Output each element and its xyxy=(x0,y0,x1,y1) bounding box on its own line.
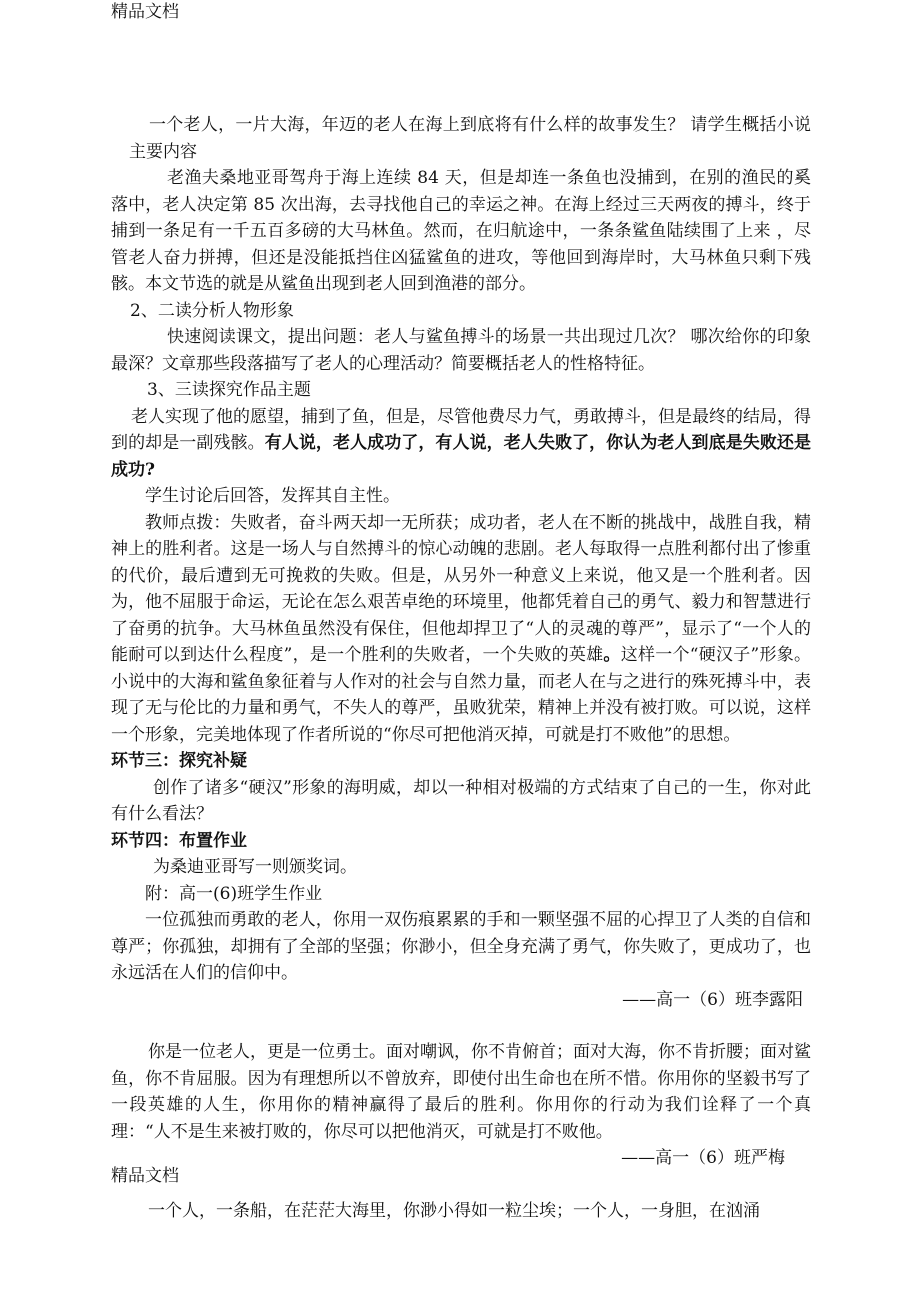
page-header: 精品文档 xyxy=(111,2,179,22)
homework-text: 为桑迪亚哥写一则颁奖词。 xyxy=(153,857,357,877)
award-text-3: 一个人，一条船，在茫茫大海里，你渺小得如一粒尘埃；一个人，一身胆，在汹涌 xyxy=(148,1200,760,1221)
step3-title: 3、三读探究作品主题 xyxy=(147,380,311,400)
spacer xyxy=(111,1172,811,1198)
summary-paragraph: 老渔夫桑地亚哥驾舟于海上连续 84 天，但是却连一条鱼也没捕到，在别的渔民的奚落中，老人决定第 85 次出海，去寻找他自己的幸运之神。在海上经过三天两夜的搏斗，终于捕到一条足有一千五百多磅的大马林鱼。然而，在归航途中，一条条鲨鱼陆续围了上来 ，尽管老人奋力拼搏，但还是没能抵挡住凶猛鲨鱼的进攻，等他回到海岸时，大马林鱼只剩下残骸。本文节选的就是从鲨鱼出现到老人回到渔港的部分。 xyxy=(111,168,811,294)
award-signature-2: ——高一（6）班严梅 xyxy=(621,1148,785,1168)
intro-question: 一个老人，一片大海，年迈的老人在海上到底将有什么样的故事发生？ 请学生概括小说主要内容 xyxy=(129,115,811,162)
teacher-text-a: 教师点拨：失败者，奋斗两天却一无所获；成功者，老人在不断的挑战中，战胜自我，精神上的胜利者。这是一场人与自然搏斗的惊心动魄的悲剧。老人每取得一点胜利都付出了惨重的代价，最后遭到无可挽救的失败。但是，从另外一种意义上来说，他又是一个胜利者。因为，他不屈服于命运，无论在怎么艰苦卓绝的环境里，他都凭着自己的勇气、毅力和智慧进行了奋勇的抗争。大马林鱼虽然没有保住，但他却捍卫了“人的灵魂的尊严”，显示了“一个人的能耐可以到达什么程度”，是一个胜利的失败者，一个失败的英雄 xyxy=(111,512,811,665)
teacher-bold-dot: 。 xyxy=(603,645,621,665)
award-text-1: 一位孤独而勇敢的老人，你用一双伤痕累累的手和一颗坚强不屈的心捍卫了人类的自信和尊严；你孤独，却拥有了全部的坚强；你渺小，但全身充满了勇气，你失败了，更成功了，也永远活在人们的信仰中。 xyxy=(111,910,811,983)
appendix-title: 附：高一(6)班学生作业 xyxy=(145,883,323,904)
section3-text: 创作了诸多“硬汉”形象的海明威，却以一种相对极端的方式结束了自己的一生，你对此有什么看法？ xyxy=(111,777,811,824)
section4-title: 环节四：布置作业 xyxy=(111,830,247,851)
step3-text: 老人实现了他的愿望，捕到了鱼，但是，尽管他费尽力气，勇敢搏斗，但是最终的结局，得到的却是一副残骸。 xyxy=(111,406,811,453)
section3-title: 环节三：探究补疑 xyxy=(111,751,247,771)
spacer xyxy=(111,1013,811,1039)
step3-bold-question: 有人说，老人成功了，有人说，老人失败了，你认为老人到底是失败还是成功? xyxy=(111,433,812,480)
teacher-paragraph xyxy=(111,510,811,749)
teacher-text-b: 这样一个“硬汉子”形象。小说中的大海和鲨鱼象征着与人作对的社会与自然力量，而老人在与之进行的殊死搏斗中，表现了无与伦比的力量和勇气，不失人的尊严，虽败犹荣，精神上并没有被打败。可以说，这样一个形象，完美地体现了作者所说的“你尽可把他消灭掉，可就是打不败他”的思想。 xyxy=(111,645,811,745)
step3-paragraph xyxy=(111,404,811,484)
document-body xyxy=(111,112,811,1224)
page-footer: 精品文档 xyxy=(111,1166,179,1186)
award-signature-1: ——高一（6）班李露阳 xyxy=(622,989,803,1010)
discussion-text: 学生讨论后回答，发挥其自主性。 xyxy=(145,486,400,506)
step2-title: 2、二读分析人物形象 xyxy=(130,300,294,321)
award-text-2: 你是一位老人，更是一位勇士。面对嘲讽，你不肯俯首；面对大海，你不肯折腰；面对鲨鱼，你不肯屈服。因为有理想所以不曾放弃，即使付出生命也在所不惜。你用你的坚毅书写了一段英雄的人生，你用你的精神赢得了最后的胜利。你用你的行动为我们诠释了一个真理：“人不是生来被打败的，你尽可以把他消灭，可就是打不败他。 xyxy=(111,1042,811,1142)
step2-text: 快速阅读课文，提出问题：老人与鲨鱼搏斗的场景一共出现过几次？ 哪次给你的印象最深？文章那些段落描写了老人的心理活动？简要概括老人的性格特征。 xyxy=(111,327,811,374)
